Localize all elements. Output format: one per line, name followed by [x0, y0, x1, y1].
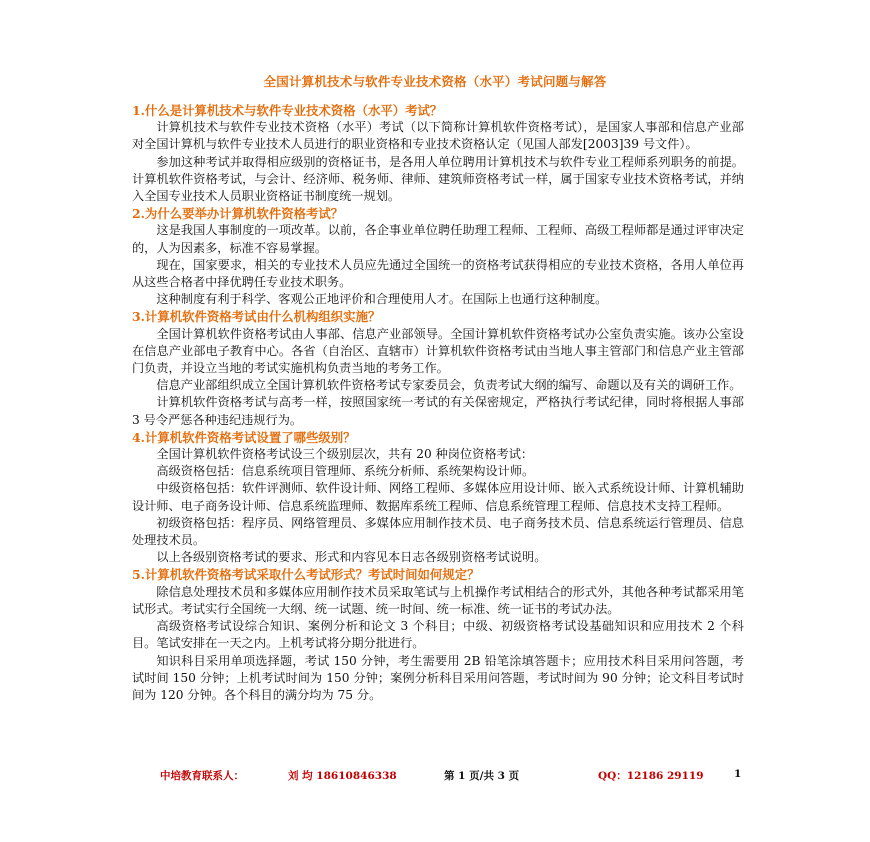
- document-title: 全国计算机技术与软件专业技术资格（水平）考试问题与解答: [263, 74, 607, 89]
- footer-page-info: 第 1 页/共 3 页: [444, 770, 520, 782]
- paragraph: 以上各级别资格考试的要求、形式和内容见本日志各级别资格考试说明。: [156, 550, 547, 565]
- footer-qq: QQ：12186 29119: [598, 770, 704, 782]
- paragraph: 高级资格包括：信息系统项目管理师、系统分析师、系统架构设计师。: [156, 464, 535, 479]
- section-heading-1: 1.什么是计算机技术与软件专业技术资格（水平）考试？: [132, 103, 443, 118]
- paragraph: 现在，国家要求，相关的专业技术人员应先通过全国统一的资格考试获得相应的专业技术资格，各用人单位再从这些合格者中择优聘任专业技术职务。: [132, 257, 744, 290]
- paragraph: 高级资格考试设综合知识、案例分析和论文 3 个科目；中级、初级资格考试设基础知识和应用技术 2 个科目。笔试安排在一天之内。上机考试将分期分批进行。: [132, 619, 744, 651]
- paragraph: 这是我国人事制度的一项改革。以前，各企事业单位聘任助理工程师、工程师、高级工程师都是通过评审决定的，人为因素多，标准不容易掌握。: [132, 223, 744, 255]
- section-heading-4: 4.计算机软件资格考试设置了哪些级别？: [132, 429, 356, 445]
- paragraph: 参加这种考试并取得相应级别的资格证书，是各用人单位聘用计算机技术与软件专业工程师系列职务的前提。计算机软件资格考试，与会计、经济师、税务师、律师、建筑师资格考试一样，属于国家专业技术资格考试，并纳入全国专业技术人员职业资格证书制度统一规划。: [132, 154, 744, 204]
- footer-contact-person: 刘 均 18610846338: [288, 770, 397, 782]
- paragraph: 计算机技术与软件专业技术资格（水平）考试（以下简称计算机软件资格考试），是国家人事部和信息产业部对全国计算机与软件专业技术人员进行的职业资格和专业技术资格认定（见国人部发[2003]39 号文件）。: [132, 120, 744, 152]
- footer-page-number: 1: [734, 768, 742, 780]
- section-heading-3: 3.计算机软件资格考试由什么机构组织实施？: [132, 309, 381, 325]
- paragraph: 这种制度有利于科学、客观公正地评价和合理使用人才。在国际上也通行这种制度。: [156, 292, 608, 307]
- section-heading-5: 5.计算机软件资格考试采取什么考试形式？考试时间如何规定？: [132, 567, 480, 583]
- paragraph: 全国计算机软件资格考试设三个级别层次，共有 20 种岗位资格考试：: [156, 447, 534, 462]
- page-footer: [0, 768, 870, 788]
- paragraph: 中级资格包括：软件评测师、软件设计师、网络工程师、多媒体应用设计师、嵌入式系统设计师、计算机辅助设计师、电子商务设计师、信息系统监理师、数据库系统工程师、信息系统管理工程师、信息技术支持工程师。: [132, 481, 744, 513]
- footer-contact-label: 中培教育联系人：: [160, 770, 244, 782]
- document-body: [132, 102, 744, 704]
- section-heading-2: 2.为什么要举办计算机软件资格考试？: [132, 206, 344, 222]
- paragraph: 除信息处理技术员和多媒体应用制作技术员采取笔试与上机操作考试相结合的形式外，其他各种考试都采用笔试形式。考试实行全国统一大纲、统一试题、统一时间、统一标准、统一证书的考试办法。: [132, 584, 744, 616]
- paragraph: 信息产业部组织成立全国计算机软件资格考试专家委员会，负责考试大纲的编写、命题以及有关的调研工作。: [156, 378, 742, 393]
- paragraph: 初级资格包括：程序员、网络管理员、多媒体应用制作技术员、电子商务技术员、信息系统运行管理员、信息处理技术员。: [132, 515, 744, 548]
- paragraph: 知识科目采用单项选择题，考试 150 分钟，考生需要用 2B 铅笔涂填答题卡；应用技术科目采用问答题，考试时间 150 分钟；上机考试时间为 150 分钟；案例分析科目采用问答题，考试时间为 90 分钟；论文科目考试时间为 120 分钟。各个科目的满分均为 75 分。: [132, 653, 744, 702]
- paragraph: 计算机软件资格考试与高考一样，按照国家统一考试的有关保密规定，严格执行考试纪律，同时将根据人事部 3 号令严惩各种违纪违规行为。: [132, 395, 744, 427]
- paragraph: 全国计算机软件资格考试由人事部、信息产业部领导。全国计算机软件资格考试办公室负责实施。该办公室设在信息产业部电子教育中心。各省（自治区、直辖市）计算机软件资格考试由当地人事主管部门和信息产业主管部门负责，并设立当地的考试实施机构负责当地的考务工作。: [132, 326, 744, 376]
